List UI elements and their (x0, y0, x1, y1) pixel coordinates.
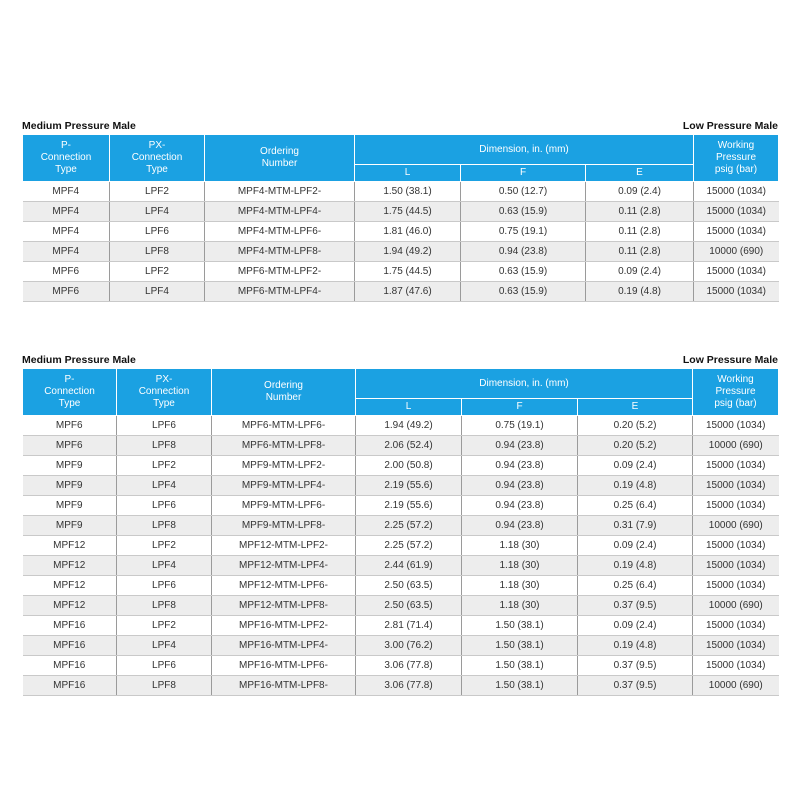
cell-px-connection: LPF6 (117, 496, 212, 516)
cell-ordering-number: MPF9-MTM-LPF4- (212, 476, 356, 496)
cell-dim-l: 2.50 (63.5) (356, 596, 462, 616)
cell-px-connection: LPF2 (117, 536, 212, 556)
cell-working-pressure: 15000 (1034) (693, 636, 779, 656)
header-ordering-number: Ordering Number (205, 135, 355, 182)
cell-dim-l: 1.87 (47.6) (355, 282, 461, 302)
cell-dim-f: 0.75 (19.1) (461, 222, 586, 242)
cell-p-connection: MPF12 (23, 576, 117, 596)
cell-dim-l: 2.44 (61.9) (356, 556, 462, 576)
cell-dim-e: 0.20 (5.2) (578, 416, 693, 436)
cell-dim-f: 1.18 (30) (462, 576, 578, 596)
cell-dim-l: 1.75 (44.5) (355, 202, 461, 222)
header-dim-l: L (356, 399, 462, 416)
cell-working-pressure: 10000 (690) (693, 436, 779, 456)
header-dim-e: E (586, 165, 694, 182)
table-row (23, 656, 779, 676)
cell-dim-l: 2.25 (57.2) (356, 516, 462, 536)
cell-dim-f: 1.18 (30) (462, 536, 578, 556)
cell-dim-f: 0.75 (19.1) (462, 416, 578, 436)
table-caption (22, 120, 778, 134)
table-row (23, 676, 779, 696)
cell-p-connection: MPF6 (23, 416, 117, 436)
fittings-table-2 (22, 368, 779, 696)
cell-dim-l: 2.19 (55.6) (356, 476, 462, 496)
cell-working-pressure: 15000 (1034) (693, 536, 779, 556)
cell-p-connection: MPF4 (23, 182, 110, 202)
cell-ordering-number: MPF6-MTM-LPF8- (212, 436, 356, 456)
cell-working-pressure: 15000 (1034) (693, 556, 779, 576)
cell-dim-l: 2.06 (52.4) (356, 436, 462, 456)
cell-p-connection: MPF16 (23, 676, 117, 696)
cell-dim-e: 0.09 (2.4) (578, 456, 693, 476)
cell-working-pressure: 10000 (690) (694, 242, 779, 262)
cell-dim-f: 0.94 (23.8) (462, 456, 578, 476)
cell-dim-f: 1.50 (38.1) (462, 676, 578, 696)
header-ordering-number: Ordering Number (212, 369, 356, 416)
cell-working-pressure: 15000 (1034) (694, 222, 779, 242)
cell-p-connection: MPF9 (23, 476, 117, 496)
cell-ordering-number: MPF4-MTM-LPF8- (205, 242, 355, 262)
cell-working-pressure: 15000 (1034) (693, 576, 779, 596)
cell-ordering-number: MPF12-MTM-LPF4- (212, 556, 356, 576)
header-dim-f: F (461, 165, 586, 182)
cell-p-connection: MPF12 (23, 556, 117, 576)
cell-p-connection: MPF9 (23, 496, 117, 516)
cell-p-connection: MPF12 (23, 536, 117, 556)
table-row (23, 222, 779, 242)
cell-dim-l: 1.94 (49.2) (355, 242, 461, 262)
cell-dim-l: 3.06 (77.8) (356, 656, 462, 676)
cell-dim-l: 3.06 (77.8) (356, 676, 462, 696)
table-row (23, 182, 779, 202)
cell-p-connection: MPF9 (23, 516, 117, 536)
table-caption (22, 354, 778, 368)
cell-working-pressure: 15000 (1034) (694, 182, 779, 202)
cell-p-connection: MPF6 (23, 436, 117, 456)
table-body (23, 182, 779, 302)
cell-p-connection: MPF4 (23, 242, 110, 262)
cell-dim-f: 1.50 (38.1) (462, 636, 578, 656)
cell-ordering-number: MPF16-MTM-LPF6- (212, 656, 356, 676)
cell-p-connection: MPF4 (23, 222, 110, 242)
cell-dim-e: 0.09 (2.4) (586, 182, 694, 202)
cell-dim-e: 0.09 (2.4) (586, 262, 694, 282)
header-dimension: Dimension, in. (mm) (356, 369, 693, 399)
cell-ordering-number: MPF9-MTM-LPF2- (212, 456, 356, 476)
cell-dim-l: 1.75 (44.5) (355, 262, 461, 282)
fittings-table-1 (22, 134, 779, 302)
cell-dim-e: 0.25 (6.4) (578, 576, 693, 596)
cell-ordering-number: MPF9-MTM-LPF6- (212, 496, 356, 516)
cell-ordering-number: MPF4-MTM-LPF2- (205, 182, 355, 202)
cell-dim-e: 0.20 (5.2) (578, 436, 693, 456)
cell-ordering-number: MPF6-MTM-LPF4- (205, 282, 355, 302)
cell-ordering-number: MPF6-MTM-LPF2- (205, 262, 355, 282)
cell-working-pressure: 15000 (1034) (693, 416, 779, 436)
table-row (23, 416, 779, 436)
table-row (23, 636, 779, 656)
table-body (23, 416, 779, 696)
cell-dim-l: 2.50 (63.5) (356, 576, 462, 596)
cell-dim-e: 0.25 (6.4) (578, 496, 693, 516)
cell-dim-l: 2.81 (71.4) (356, 616, 462, 636)
cell-dim-f: 0.94 (23.8) (461, 242, 586, 262)
cell-dim-f: 1.18 (30) (462, 596, 578, 616)
cell-dim-l: 2.25 (57.2) (356, 536, 462, 556)
header-p-connection: P- Connection Type (23, 369, 117, 416)
cell-dim-f: 1.50 (38.1) (462, 616, 578, 636)
cell-dim-e: 0.37 (9.5) (578, 656, 693, 676)
cell-dim-l: 2.19 (55.6) (356, 496, 462, 516)
cell-dim-e: 0.31 (7.9) (578, 516, 693, 536)
cell-px-connection: LPF4 (117, 476, 212, 496)
cell-dim-f: 0.94 (23.8) (462, 516, 578, 536)
header-working-pressure: Working Pressure psig (bar) (693, 369, 779, 416)
table-row (23, 476, 779, 496)
cell-px-connection: LPF8 (117, 676, 212, 696)
cell-p-connection: MPF16 (23, 616, 117, 636)
cell-px-connection: LPF6 (117, 656, 212, 676)
cell-dim-e: 0.19 (4.8) (578, 636, 693, 656)
cell-px-connection: LPF2 (110, 262, 205, 282)
cell-working-pressure: 15000 (1034) (693, 656, 779, 676)
cell-px-connection: LPF6 (110, 222, 205, 242)
cell-dim-e: 0.11 (2.8) (586, 242, 694, 262)
cell-px-connection: LPF4 (110, 282, 205, 302)
cell-ordering-number: MPF6-MTM-LPF6- (212, 416, 356, 436)
table-row (23, 596, 779, 616)
table-row (23, 576, 779, 596)
table-block-2 (22, 354, 778, 696)
header-p-connection: P- Connection Type (23, 135, 110, 182)
cell-working-pressure: 10000 (690) (693, 516, 779, 536)
cell-dim-f: 0.63 (15.9) (461, 282, 586, 302)
cell-working-pressure: 15000 (1034) (693, 456, 779, 476)
cell-ordering-number: MPF16-MTM-LPF2- (212, 616, 356, 636)
cell-dim-e: 0.37 (9.5) (578, 596, 693, 616)
table-row (23, 242, 779, 262)
medium-pressure-caption: Medium Pressure Male (22, 120, 136, 132)
header-dim-l: L (355, 165, 461, 182)
table-row (23, 282, 779, 302)
table-row (23, 616, 779, 636)
header-dim-f: F (462, 399, 578, 416)
cell-dim-e: 0.11 (2.8) (586, 202, 694, 222)
cell-dim-e: 0.11 (2.8) (586, 222, 694, 242)
cell-px-connection: LPF2 (110, 182, 205, 202)
cell-ordering-number: MPF16-MTM-LPF4- (212, 636, 356, 656)
cell-ordering-number: MPF4-MTM-LPF4- (205, 202, 355, 222)
table-row (23, 202, 779, 222)
cell-px-connection: LPF8 (117, 596, 212, 616)
table-row (23, 536, 779, 556)
cell-dim-f: 0.94 (23.8) (462, 496, 578, 516)
cell-dim-e: 0.37 (9.5) (578, 676, 693, 696)
cell-working-pressure: 15000 (1034) (693, 476, 779, 496)
cell-dim-f: 1.50 (38.1) (462, 656, 578, 676)
cell-p-connection: MPF16 (23, 656, 117, 676)
low-pressure-caption: Low Pressure Male (682, 354, 778, 366)
cell-dim-e: 0.09 (2.4) (578, 616, 693, 636)
cell-dim-e: 0.09 (2.4) (578, 536, 693, 556)
cell-px-connection: LPF2 (117, 616, 212, 636)
cell-working-pressure: 10000 (690) (693, 596, 779, 616)
cell-px-connection: LPF6 (117, 416, 212, 436)
cell-p-connection: MPF12 (23, 596, 117, 616)
table-row (23, 516, 779, 536)
cell-dim-l: 1.81 (46.0) (355, 222, 461, 242)
medium-pressure-caption: Medium Pressure Male (22, 354, 136, 366)
cell-ordering-number: MPF12-MTM-LPF6- (212, 576, 356, 596)
header-working-pressure: Working Pressure psig (bar) (694, 135, 779, 182)
cell-px-connection: LPF4 (110, 202, 205, 222)
cell-p-connection: MPF9 (23, 456, 117, 476)
cell-ordering-number: MPF9-MTM-LPF8- (212, 516, 356, 536)
cell-working-pressure: 10000 (690) (693, 676, 779, 696)
cell-working-pressure: 15000 (1034) (694, 282, 779, 302)
cell-px-connection: LPF8 (117, 436, 212, 456)
table-block-1 (22, 120, 778, 302)
cell-ordering-number: MPF4-MTM-LPF6- (205, 222, 355, 242)
header-px-connection: PX- Connection Type (117, 369, 212, 416)
cell-dim-l: 1.94 (49.2) (356, 416, 462, 436)
table-row (23, 262, 779, 282)
cell-dim-e: 0.19 (4.8) (578, 556, 693, 576)
cell-p-connection: MPF4 (23, 202, 110, 222)
cell-working-pressure: 15000 (1034) (694, 262, 779, 282)
table-row (23, 556, 779, 576)
cell-dim-e: 0.19 (4.8) (578, 476, 693, 496)
cell-dim-l: 2.00 (50.8) (356, 456, 462, 476)
cell-dim-f: 0.63 (15.9) (461, 262, 586, 282)
cell-ordering-number: MPF16-MTM-LPF8- (212, 676, 356, 696)
cell-dim-f: 0.94 (23.8) (462, 476, 578, 496)
cell-px-connection: LPF2 (117, 456, 212, 476)
cell-dim-l: 1.50 (38.1) (355, 182, 461, 202)
cell-working-pressure: 15000 (1034) (694, 202, 779, 222)
cell-dim-l: 3.00 (76.2) (356, 636, 462, 656)
table-row (23, 496, 779, 516)
cell-working-pressure: 15000 (1034) (693, 616, 779, 636)
header-dimension: Dimension, in. (mm) (355, 135, 694, 165)
low-pressure-caption: Low Pressure Male (682, 120, 778, 132)
cell-ordering-number: MPF12-MTM-LPF8- (212, 596, 356, 616)
table-row (23, 456, 779, 476)
header-dim-e: E (578, 399, 693, 416)
table-row (23, 436, 779, 456)
cell-dim-f: 0.50 (12.7) (461, 182, 586, 202)
cell-px-connection: LPF4 (117, 556, 212, 576)
header-px-connection: PX- Connection Type (110, 135, 205, 182)
cell-dim-f: 1.18 (30) (462, 556, 578, 576)
cell-px-connection: LPF4 (117, 636, 212, 656)
cell-dim-f: 0.94 (23.8) (462, 436, 578, 456)
cell-px-connection: LPF8 (110, 242, 205, 262)
cell-dim-f: 0.63 (15.9) (461, 202, 586, 222)
cell-px-connection: LPF6 (117, 576, 212, 596)
cell-p-connection: MPF6 (23, 262, 110, 282)
cell-p-connection: MPF6 (23, 282, 110, 302)
cell-ordering-number: MPF12-MTM-LPF2- (212, 536, 356, 556)
cell-working-pressure: 15000 (1034) (693, 496, 779, 516)
cell-p-connection: MPF16 (23, 636, 117, 656)
cell-px-connection: LPF8 (117, 516, 212, 536)
cell-dim-e: 0.19 (4.8) (586, 282, 694, 302)
